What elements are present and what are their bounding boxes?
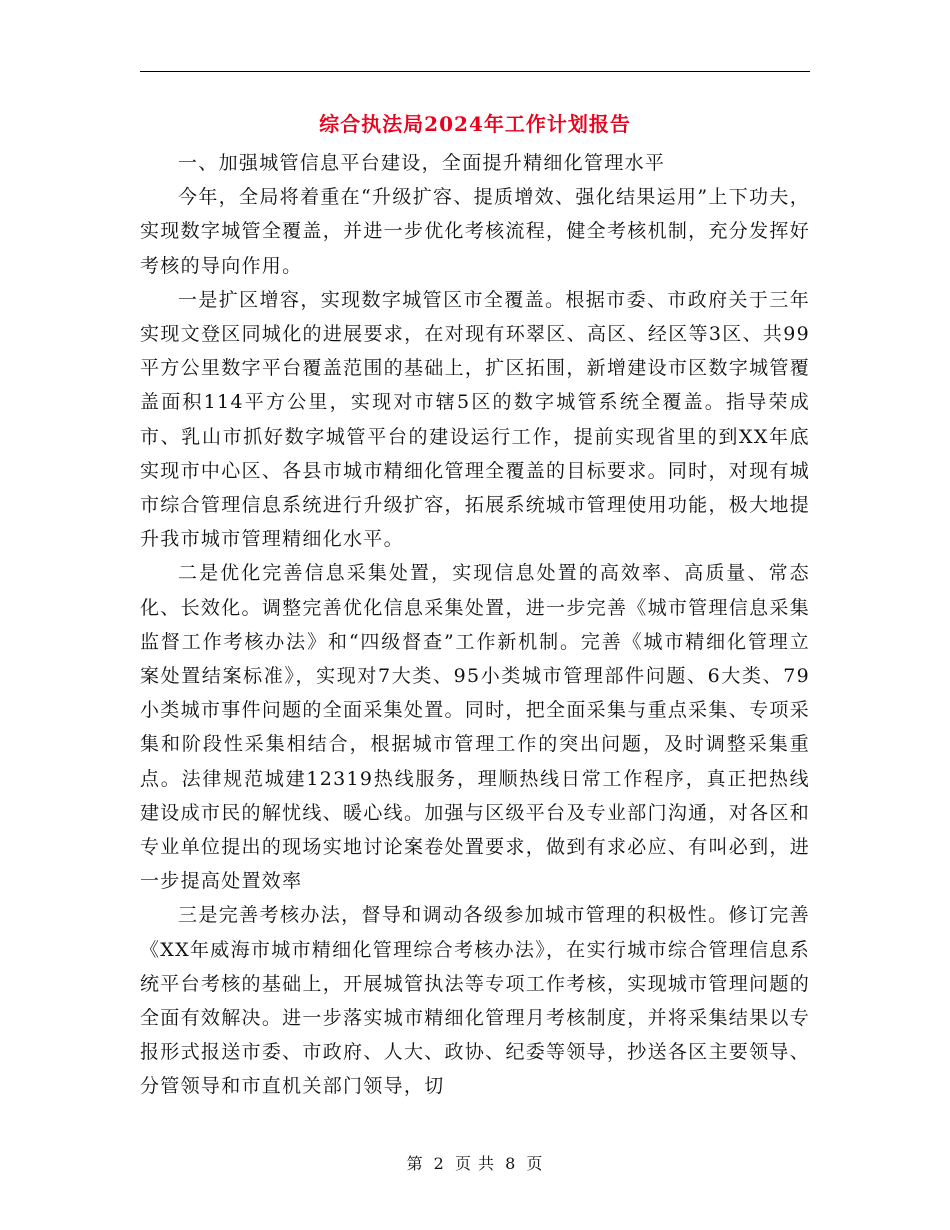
page-label-suffix: 页 xyxy=(526,1154,544,1173)
body-paragraph: 二是优化完善信息采集处置，实现信息处置的高效率、高质量、常态化、长效化。调整完善优化信息采集处置，进一步完善《城市管理信息采集监督工作考核办法》和“四级督查”工作新机制。完善《城市精细化管理立案处置结案标准》，实现对7大类、95小类城市管理部件问题、6大类、79小类城市事件问题的全面采集处置。同时，把全面采集与重点采集、专项采集和阶段性采集相结合，根据城市管理工作的突出问题，及时调整采集重点。法律规范城建12319热线服务，理顺热线日常工作程序，真正把热线建设成市民的解忧线、暖心线。加强与区级平台及专业部门沟通，对各区和专业单位提出的现场实地讨论案卷处置要求，做到有求必应、有叫必到，进一步提高处置效率 xyxy=(140,562,810,893)
current-page-number: 2 xyxy=(433,1154,445,1173)
body-paragraph: 一是扩区增容，实现数字城管区市全覆盖。根据市委、市政府关于三年实现文登区同城化的进展要求，在对现有环翠区、高区、经区等3区、共99平方公里数字平台覆盖范围的基础上，扩区拓围，新增建设市区数字城管覆盖面积114平方公里，实现对市辖5区的数字城管系统全覆盖。指导荣成市、乳山市抓好数字城管平台的建设运行工作，提前实现省里的到XX年底实现市中心区、各县市城市精细化管理全覆盖的目标要求。同时，对现有城市综合管理信息系统进行升级扩容，拓展系统城市管理使用功能，极大地提升我市城市管理精细化水平。 xyxy=(140,288,810,551)
page-label-mid: 页 共 xyxy=(454,1154,496,1173)
section-heading: 一、加强城管信息平台建设，全面提升精细化管理水平 xyxy=(178,152,666,174)
page-footer xyxy=(0,1152,950,1176)
body-paragraph: 三是完善考核办法，督导和调动各级参加城市管理的积极性。修订完善《XX年威海市城市精细化管理综合考核办法》，在实行城市综合管理信息系统平台考核的基础上，开展城管执法等专项工作考核，实现城市管理问题的全面有效解决。进一步落实城市精细化管理月考核制度，并将采集结果以专报形式报送市委、市政府、人大、政协、纪委等领导，抄送各区主要领导、分管领导和市直机关部门领导，切 xyxy=(140,904,810,1098)
body-paragraph: 今年，全局将着重在“升级扩容、提质增效、强化结果运用”上下功夫，实现数字城管全覆盖，并进一步优化考核流程，健全考核机制，充分发挥好考核的导向作用。 xyxy=(140,186,810,277)
document-title: 综合执法局2024年工作计划报告 xyxy=(319,112,631,136)
page-label-prefix: 第 xyxy=(406,1154,424,1173)
total-pages-number: 8 xyxy=(505,1154,517,1173)
document-body xyxy=(140,146,810,1104)
header-rule xyxy=(140,71,810,72)
